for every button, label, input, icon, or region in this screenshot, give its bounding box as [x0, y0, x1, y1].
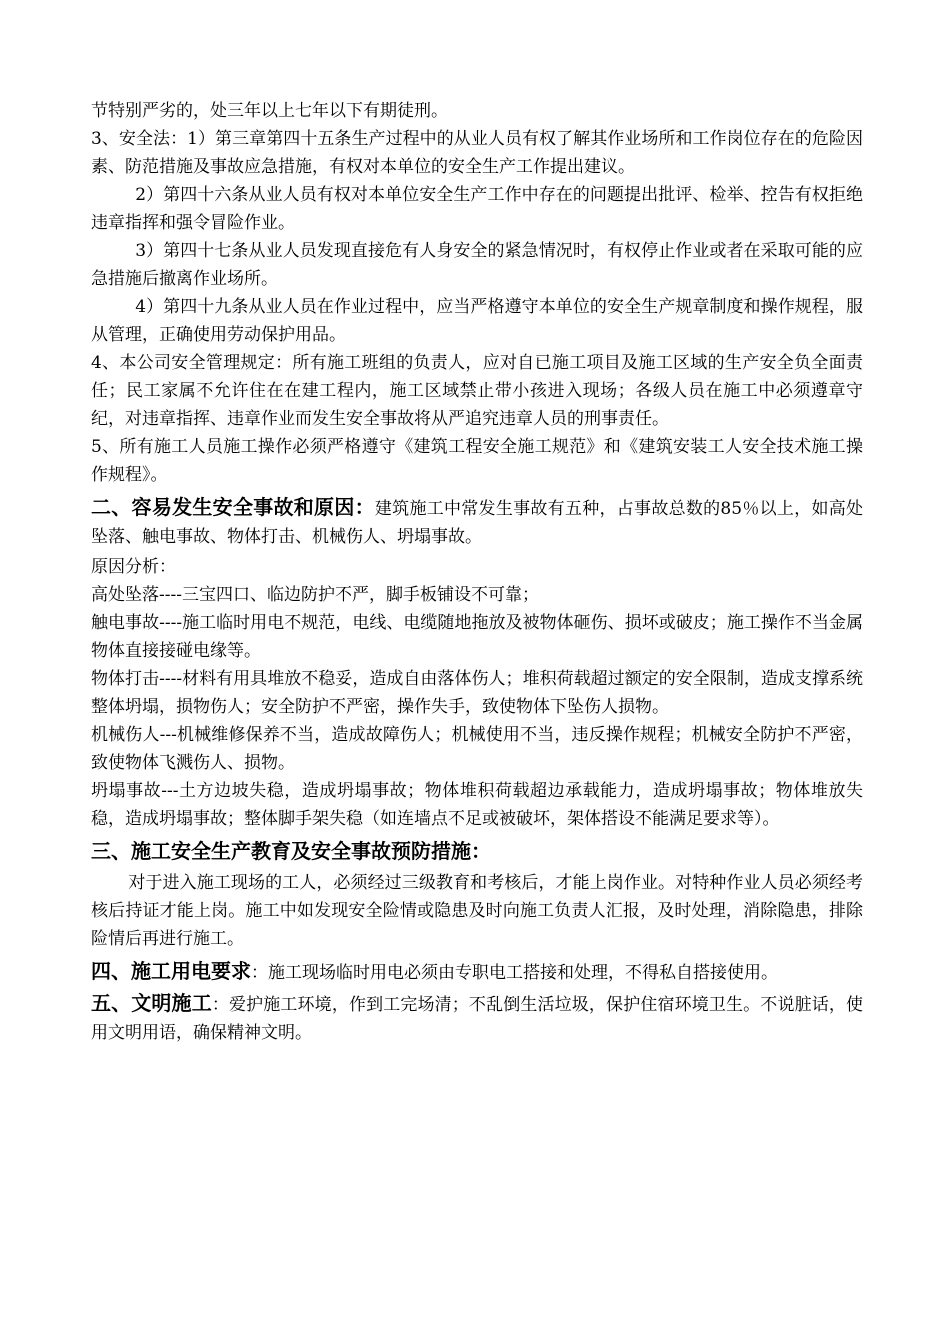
- cause-item: 物体打击----材料有用具堆放不稳妥，造成自由落体伤人；堆积荷载超过额定的安全限制，造成支撑系统整体坍塌，损物伤人；安全防护不严密，操作失手，致使物体下坠伤人损物。: [91, 669, 863, 717]
- paragraph-article-47: 3）第四十七条从业人员发现直接危有人身安全的紧急情况时，有权停止作业或者在采取可能的应急措施后撤离作业场所。: [91, 241, 863, 289]
- section-intro: 建筑施工中常发生事故有五种，占事故总数的85％以上，如高处坠落、触电事故、物体打击、机械伤人、坍塌事故。: [91, 499, 864, 547]
- paragraph-safety-law: 3、安全法：1）第三章第四十五条生产过程中的从业人员有权了解其作业场所和工作岗位存在的危险因素、防范措施及事故应急措施，有权对本单位的安全生产工作提出建议。: [91, 129, 863, 177]
- paragraph-continued: 节特别严劣的，处三年以上七年以下有期徒刑。: [91, 101, 448, 121]
- paragraph-company-rules: 4、本公司安全管理规定：所有施工班组的负责人，应对自已施工项目及施工区域的生产安全负全面责任；民工家属不允许住在在建工程内，施工区域禁止带小孩进入现场；各级人员在施工中必须遵章守纪，对违章指挥、违章作业而发生安全事故将从严追究违章人员的刑事责任。: [91, 353, 863, 429]
- section-accident-causes: [91, 493, 863, 551]
- section-heading: 五、文明施工: [91, 991, 212, 1015]
- section-heading: 四、施工用电要求: [91, 959, 251, 983]
- cause-item: 坍塌事故---土方边坡失稳，造成坍塌事故；物体堆积荷载超边承载能力，造成坍塌事故；物体堆放失稳，造成坍塌事故；整体脚手架失稳（如连墙点不足或被破坏，架体搭设不能满足要求等）。: [91, 781, 863, 829]
- paragraph-article-46: 2）第四十六条从业人员有权对本单位安全生产工作中存在的问题提出批评、检举、控告有权拒绝违章指挥和强令冒险作业。: [91, 185, 863, 233]
- section-body: ：爱护施工环境，作到工完场清；不乱倒生活垃圾，保护住宿环境卫生。不说脏话，使用文明用语，确保精神文明。: [91, 995, 864, 1043]
- section-body: ：施工现场临时用电必须由专职电工搭接和处理，不得私自搭接使用。: [251, 963, 778, 983]
- cause-item: 机械伤人---机械维修保养不当，造成故障伤人；机械使用不当，违反操作规程；机械安全防护不严密，致使物体飞溅伤人、损物。: [91, 725, 863, 773]
- cause-item: 高处坠落----三宝四口、临边防护不严，脚手板铺设不可靠；: [91, 585, 539, 605]
- section-heading: 二、容易发生安全事故和原因：: [91, 495, 375, 519]
- paragraph-education: 对于进入施工现场的工人，必须经过三级教育和考核后，才能上岗作业。对特种作业人员必须经考核后持证才能上岗。施工中如发现安全险情或隐患及时向施工负责人汇报，及时处理，消除隐患，排除险情后再进行施工。: [91, 873, 863, 949]
- section-civilized-construction: [91, 989, 863, 1047]
- section-education-heading: [91, 837, 863, 867]
- document-body: [91, 97, 863, 1047]
- analysis-label: 原因分析：: [91, 557, 176, 577]
- paragraph-article-49: 4）第四十九条从业人员在作业过程中，应当严格遵守本单位的安全生产规章制度和操作规程，服从管理，正确使用劳动保护用品。: [91, 297, 863, 345]
- section-electricity: [91, 957, 863, 987]
- section-heading: 三、施工安全生产教育及安全事故预防措施：: [91, 839, 491, 863]
- cause-item: 触电事故----施工临时用电不规范，电线、电缆随地拖放及被物体砸伤、损坏或破皮；施工操作不当金属物体直接接碰电缘等。: [91, 613, 863, 661]
- paragraph-construction-codes: 5、所有施工人员施工操作必须严格遵守《建筑工程安全施工规范》和《建筑安装工人安全技术施工操作规程》。: [91, 437, 863, 485]
